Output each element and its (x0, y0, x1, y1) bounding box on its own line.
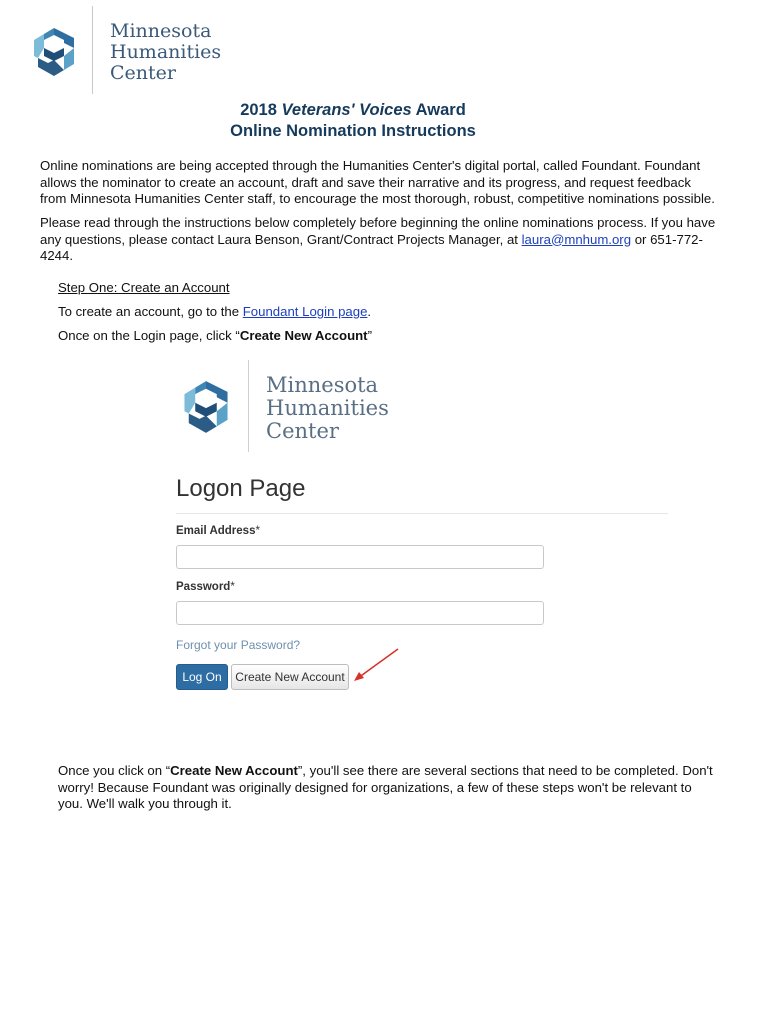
password-required-mark: * (230, 581, 235, 593)
closing-paragraph (58, 763, 720, 813)
logon-logo-line-3: Center (266, 419, 339, 443)
email-label (176, 525, 260, 537)
step-one-line-1-text: To create an account, go to the (58, 304, 243, 319)
step-one-line-1 (58, 304, 371, 321)
closing-text-start: Once you click on “ (58, 763, 171, 778)
header-logo (28, 20, 228, 96)
email-label-text: Email Address (176, 525, 256, 537)
logon-logo-line-1: Minnesota (266, 373, 379, 397)
logo-line-2: Humanities (110, 41, 222, 63)
logon-page-screenshot (170, 355, 680, 700)
red-arrow-icon (350, 647, 402, 687)
mhc-logo-mark-icon (28, 26, 80, 78)
contact-email-link[interactable]: laura@mnhum.org (521, 231, 632, 247)
email-input[interactable] (176, 545, 544, 569)
title-award-word: Award (415, 101, 466, 119)
logo-line-3: Center (110, 62, 176, 84)
document-title (0, 100, 706, 121)
closing-text-end: ”, you'll see there are several sections that need to be completed. Don't worry! Because Foundant was originally designed for organizations, a few of these steps won't be relevant to you. We'll walk you through it. (58, 763, 713, 811)
title-award-name: Veterans' Voices (281, 101, 412, 119)
foundant-login-link[interactable]: Foundant Login page (242, 304, 368, 319)
logon-page-title: Logon Page (176, 475, 306, 502)
logon-logo-line-2: Humanities (266, 396, 389, 420)
logo-divider (92, 6, 93, 94)
intro-paragraph-2 (40, 215, 720, 265)
password-label-text: Password (176, 581, 231, 593)
title-year: 2018 (240, 101, 277, 119)
step-one-line-2-end: ” (367, 328, 372, 343)
document-subtitle: Online Nomination Instructions (230, 122, 476, 140)
step-one-heading: Step One: Create an Account (58, 280, 230, 295)
intro-p2-phone: or 651-772-4244. (40, 231, 703, 263)
step-one-line-1-end: . (367, 304, 372, 319)
forgot-password-link[interactable]: Forgot your Password? (176, 638, 301, 652)
password-input[interactable] (176, 601, 544, 625)
step-one-line-2-text: Once on the Login page, click “ (58, 328, 240, 343)
create-new-account-button[interactable]: Create New Account (231, 664, 349, 690)
logon-title-rule (176, 513, 668, 514)
closing-create-account-emphasis: Create New Account (170, 763, 298, 778)
intro-p2-text: Please read through the instructions below completely before beginning the online nominations process. If you have any questions, please contact Laura Benson, Grant/Contract Projects Manager, at (40, 215, 716, 247)
intro-paragraph-1: Online nominations are being accepted through the Humanities Center's digital portal, called Foundant. Foundant allows the nominator to create an account, draft and save their narrative and its progress, and request feedback from Minnesota Humanities Center staff, to encourage the most thorough, robust, competitive nominations possible. (40, 158, 715, 206)
password-label (176, 581, 235, 593)
email-required-mark: * (255, 525, 260, 537)
logo-line-1: Minnesota (110, 20, 212, 42)
logon-logo-divider (248, 360, 249, 452)
create-account-emphasis: Create New Account (239, 328, 368, 343)
logon-logo-mark-icon (178, 379, 234, 435)
log-on-button[interactable]: Log On (176, 664, 228, 690)
step-one-line-2 (58, 328, 372, 345)
